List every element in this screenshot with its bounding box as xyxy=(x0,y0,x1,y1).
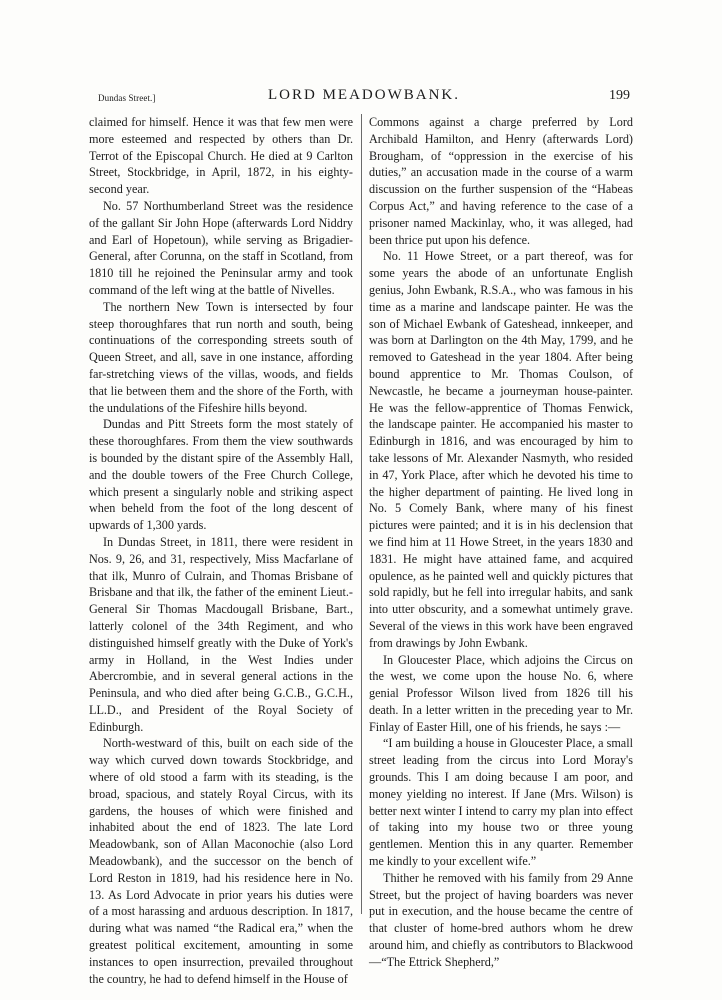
paragraph: No. 11 Howe Street, or a part thereof, was for some years the abode of an unfortunate English genius, John Ewbank, R.S.A., who was famous in his time as a marine and landscape painter. He was the son of Michael Ewbank of Gateshead, innkeeper, and was born at Darlington on the 4th May, 1799, and he removed to Gateshead in the year 1804. After being bound apprentice to Mr. Thomas Coulson, of Newcastle, he became a journeyman house-painter. He was the fellow-apprentice of Thomas Fenwick, the landscape painter. He accompanied his master to Edinburgh in 1816, and was encouraged by him to take lessons of Mr. Alexander Nasmyth, who resided in 47, York Place, after which he devoted his time to the higher department of painting. He lived long in No. 5 Comely Bank, where many of his finest pictures were painted; and it is in his declension that we find him at 11 Howe Street, in the years 1830 and 1831. He might have attained fame, and acquired opulence, as he painted well and quickly pictures that sold rapidly, but he fell into irregular habits, and sank into utter obscurity, and a somewhat untimely grave. Several of the views in this work have been engraved from drawings by John Ewbank. xyxy=(369,249,633,650)
page-header xyxy=(98,84,630,110)
column-divider xyxy=(361,114,362,914)
paragraph: Commons against a charge preferred by Lord Archibald Hamilton, and Henry (afterwards Lord) Brougham, of “oppression in the exercise of his duties,” an accusation made in the course of a warm discussion on the further suspension of the “Habeas Corpus Act,” and having reference to the case of a prisoner named Mackinlay, who, it was alleged, had been thrice put upon his defence. xyxy=(369,115,633,247)
paragraph: Thither he removed with his family from 29 Anne Street, but the project of having boarders was never put in execution, and the house became the centre of that cluster of home-bred authors whom he drew around him, and chiefly as contributors to Blackwood—“The Ettrick Shepherd,” xyxy=(369,870,633,969)
paragraph: claimed for himself. Hence it was that few men were more esteemed and respected by others than Dr. Terrot of the Episcopal Church. He died at 9 Carlton Street, Stockbridge, in April, 1872, in his eighty-second year. xyxy=(89,115,353,197)
paragraph: North-westward of this, built on each side of the way which curved down towards Stockbridge, and where of old stood a farm with its steading, is the broad, spacious, and stately Royal Circus, with its gardens, the houses of which were finished and inhabited about the end of 1823. The late Lord Meadowbank, son of Allan Maconochie (also Lord Meadowbank), and the successor on the bench of Lord Reston in 1819, had his residence here in No. 13. As Lord Advocate in prior years his duties were of a most harassing and arduous description. In 1817, during what was named “the Radical era,” when the greatest political excitement, amounting in some instances to open insurrection, prevailed throughout the country, he had to defend himself in the House of xyxy=(89,736,353,986)
left-column xyxy=(89,114,353,987)
paragraph: In Dundas Street, in 1811, there were resident in Nos. 9, 26, and 31, respectively, Miss Macfarlane of that ilk, Munro of Culrain, and Thomas Brisbane of Brisbane and that ilk, the father of the eminent Lieut.-General Sir Thomas Macdougall Brisbane, Bart., latterly colonel of the 34th Regiment, and who distinguished himself greatly with the Duke of York's army in Holland, in the West Indies under Abercrombie, and in several general actions in the Peninsula, and who died after being G.C.B., G.C.H., LL.D., and President of the Royal Society of Edinburgh. xyxy=(89,534,353,734)
paragraph: “I am building a house in Gloucester Place, a small street leading from the circus into Lord Moray's grounds. This I am doing because I am poor, and money yielding no interest. If Jane (Mrs. Wilson) is better next winter I intend to carry my plan into effect of taking into my house two or three young gentlemen. Mention this in any quarter. Remember me kindly to your excellent wife.” xyxy=(369,736,633,869)
right-column xyxy=(369,114,633,971)
paragraph: No. 57 Northumberland Street was the residence of the gallant Sir John Hope (afterwards Lord Niddry and Earl of Hopetoun), while serving as Brigadier-General, after Corunna, on the staff in Scotland, from 1810 till he rejoined the Peninsular army and took command of the left wing at the battle of Nivelles. xyxy=(89,198,353,297)
paragraph: The northern New Town is intersected by four steep thoroughfares that run north and south, being continuations of the corresponding streets south of Queen Street, and all, save in one instance, affording far-stretching views of the villas, woods, and fields that lie between them and the shore of the Forth, with the undulations of the Fifeshire hills beyond. xyxy=(89,299,353,415)
paragraph: Dundas and Pitt Streets form the most stately of these thoroughfares. From them the view southwards is bounded by the distant spire of the Assembly Hall, and the double towers of the Free Church College, which present a singularly noble and striking aspect when beheld from the foot of the long descent of upwards of 1,300 yards. xyxy=(89,417,353,533)
page-number: 199 xyxy=(609,88,630,103)
paragraph: In Gloucester Place, which adjoins the Circus on the west, we come upon the house No. 6, where genial Professor Wilson lived from 1826 till his death. In a letter written in the preceding year to Mr. Finlay of Easter Hill, one of his friends, he says :— xyxy=(369,652,633,734)
page-title: LORD MEADOWBANK. xyxy=(268,87,460,103)
running-head: Dundas Street.] xyxy=(98,93,156,103)
